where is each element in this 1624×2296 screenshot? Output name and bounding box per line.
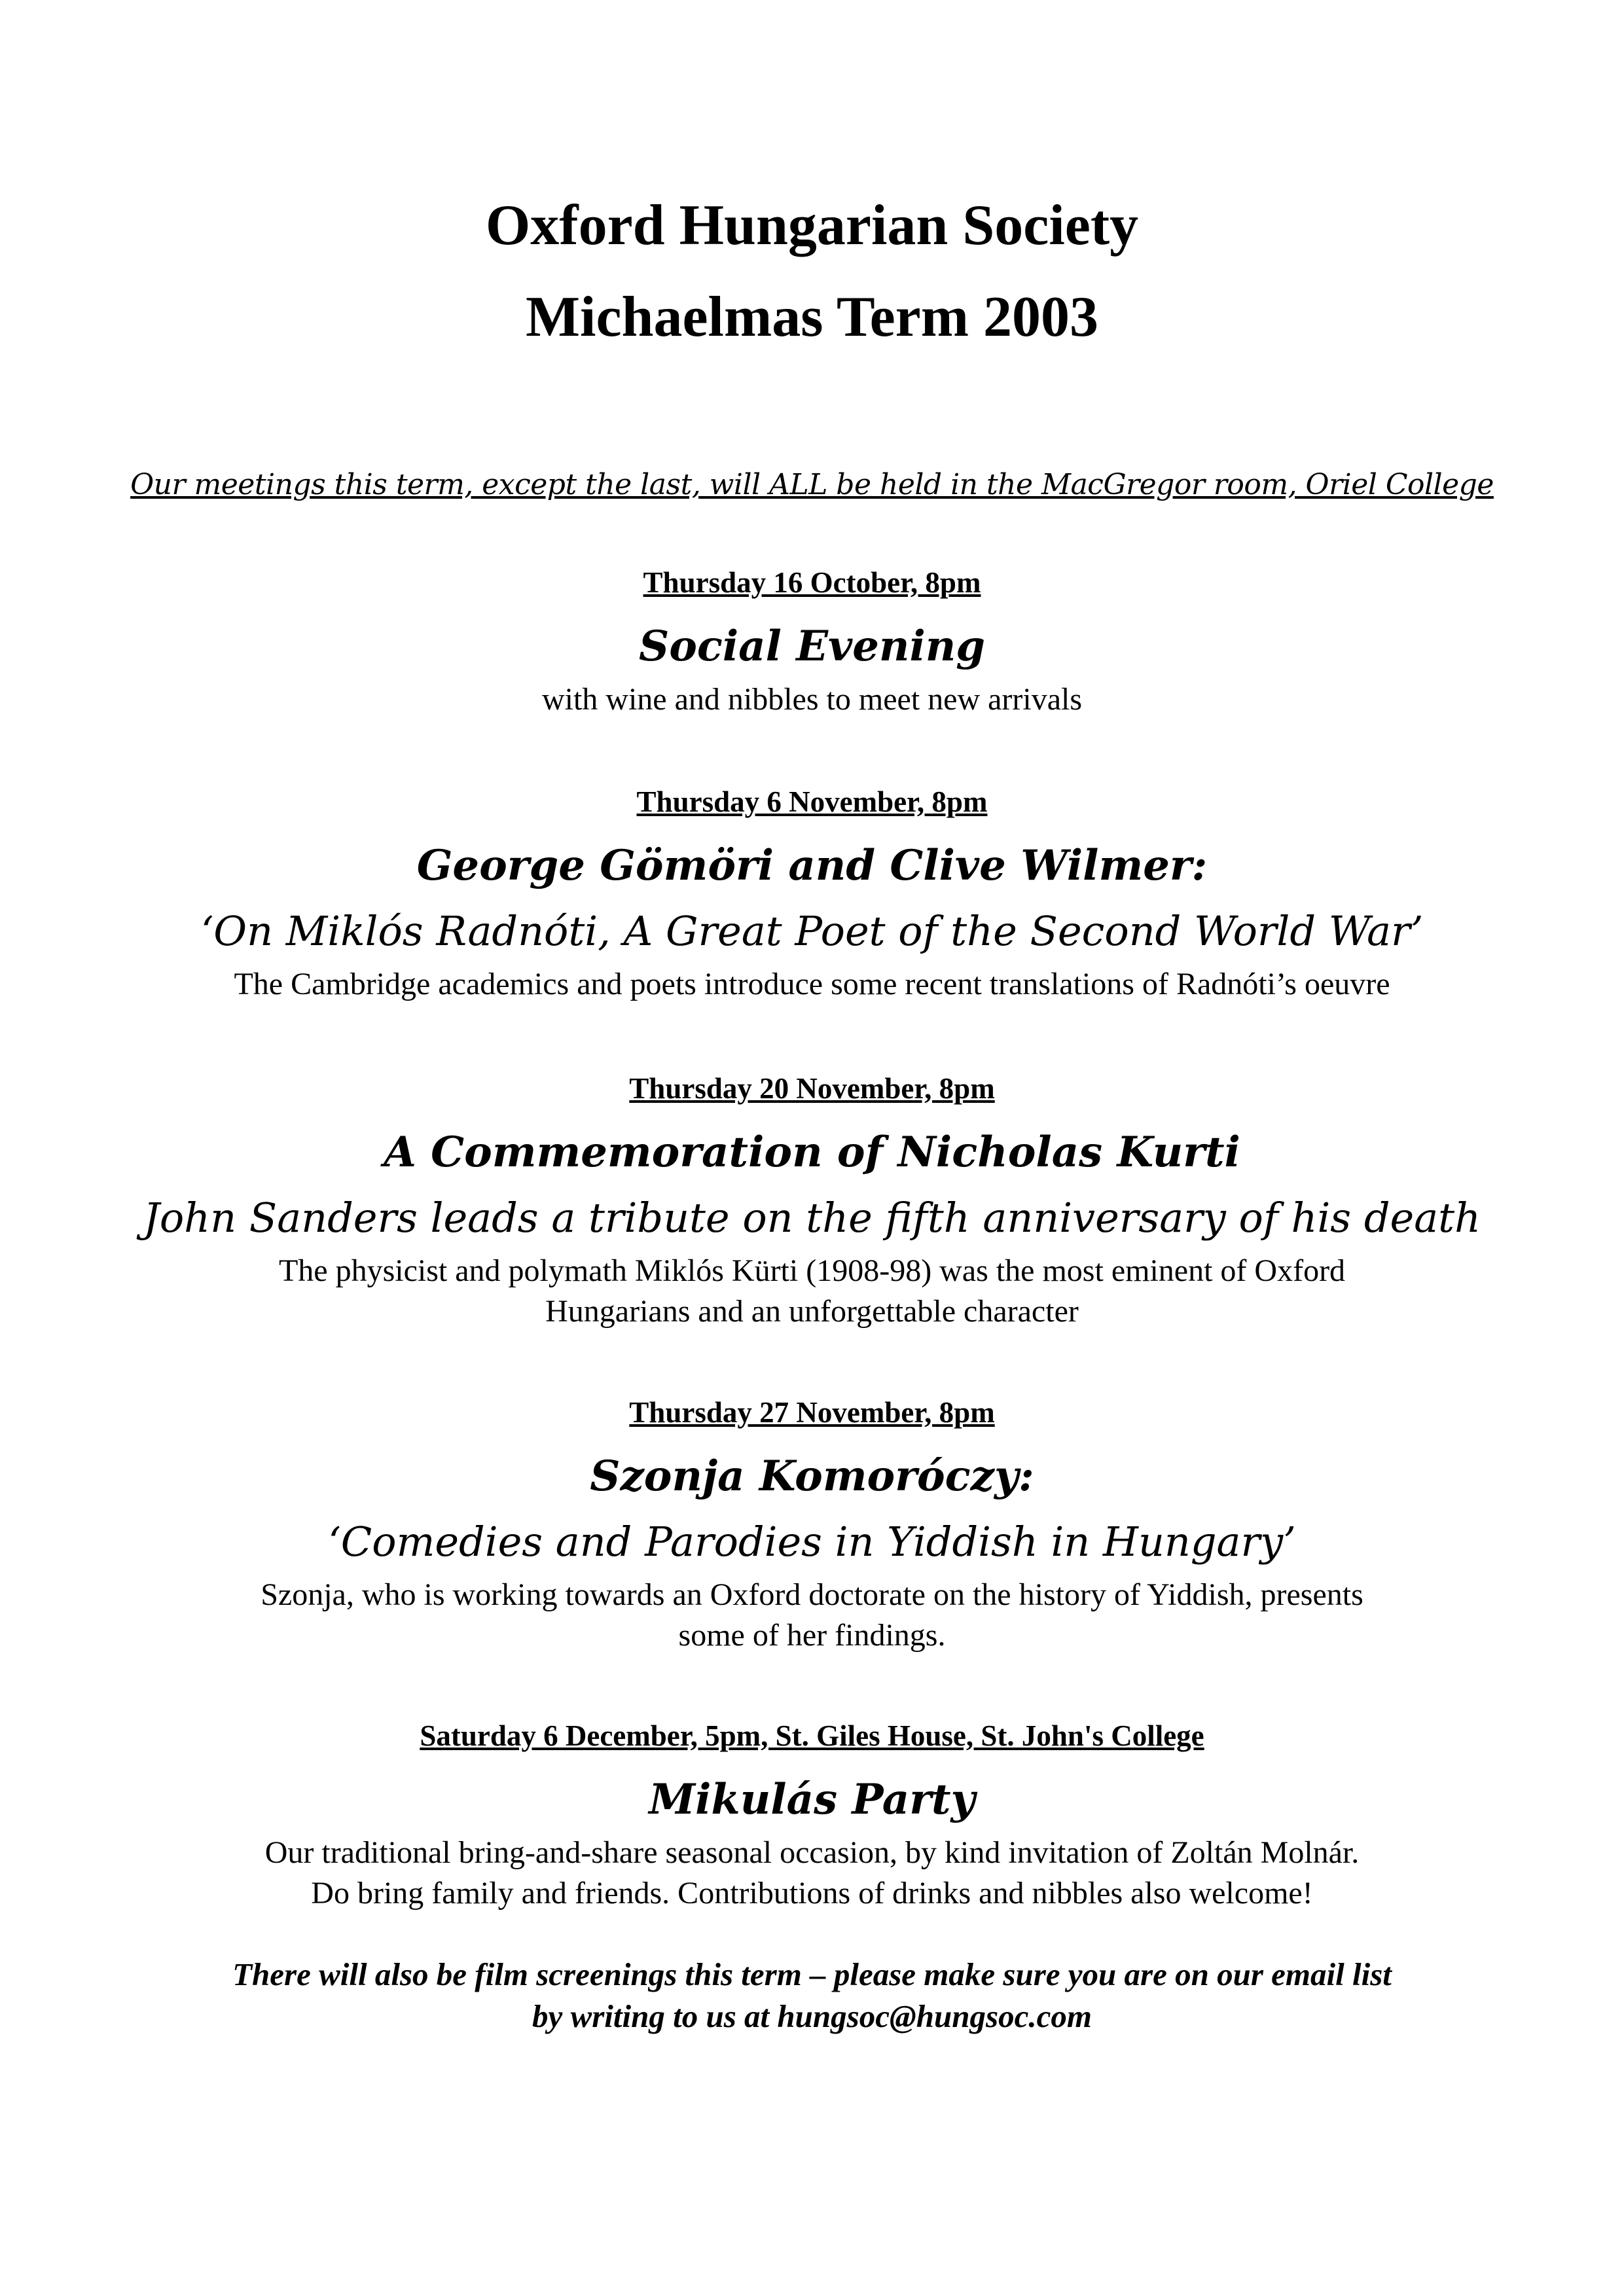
title-line-society: Oxford Hungarian Society xyxy=(485,194,1139,257)
event-subtitle: John Sanders leads a tribute on the fifth anniversary of his death xyxy=(143,1194,1481,1242)
closing-note xyxy=(0,1954,1624,2037)
event-title: George Gömöri and Clive Wilmer: xyxy=(416,841,1208,890)
event-description-line2: Hungarians and an unforgettable character xyxy=(545,1294,1079,1329)
closing-line2: by writing to us at hungsoc@hungsoc.com xyxy=(532,1998,1092,2034)
event-title: Social Evening xyxy=(638,622,986,671)
event-social-evening xyxy=(0,563,1624,720)
event-subtitle: ‘On Miklós Radnóti, A Great Poet of the Second World War’ xyxy=(200,907,1424,955)
event-date: Thursday 27 November, 8pm xyxy=(629,1396,995,1429)
event-mikulas-party xyxy=(0,1716,1624,1914)
event-subtitle: ‘Comedies and Parodies in Yiddish in Hungary’ xyxy=(328,1518,1296,1566)
event-title: A Commemoration of Nicholas Kurti xyxy=(384,1128,1240,1177)
event-date: Thursday 16 October, 8pm xyxy=(643,566,981,599)
event-date: Thursday 20 November, 8pm xyxy=(629,1072,995,1105)
title-line-term: Michaelmas Term 2003 xyxy=(525,285,1098,349)
event-description: with wine and nibbles to meet new arrivals xyxy=(541,682,1083,717)
event-date: Saturday 6 December, 5pm, St. Giles House, St. John's College xyxy=(420,1719,1204,1752)
event-title: Mikulás Party xyxy=(649,1775,975,1824)
event-title: Szonja Komoróczy: xyxy=(590,1452,1034,1501)
event-description-line1: Our traditional bring-and-share seasonal occasion, by kind invitation of Zoltán Molnár. xyxy=(264,1835,1360,1870)
event-date: Thursday 6 November, 8pm xyxy=(636,785,988,818)
closing-line1: There will also be film screenings this term – please make sure you are on our email list xyxy=(232,1956,1392,1992)
event-description: The Cambridge academics and poets introduce some recent translations of Radnóti’s oeuvre xyxy=(234,967,1390,1001)
venue-notice: Our meetings this term, except the last, will ALL be held in the MacGregor room, Oriel College xyxy=(130,468,1494,501)
event-description-line2: some of her findings. xyxy=(678,1618,946,1653)
event-description-line1: The physicist and polymath Miklós Kürti (1908-98) was the most eminent of Oxford xyxy=(278,1253,1346,1288)
event-kurti-commemoration xyxy=(0,1069,1624,1332)
event-komoroczy xyxy=(0,1393,1624,1656)
page-title xyxy=(0,180,1624,363)
event-description-line2: Do bring family and friends. Contributions of drinks and nibbles also welcome! xyxy=(311,1876,1313,1910)
event-description-line1: Szonja, who is working towards an Oxford doctorate on the history of Yiddish, presents xyxy=(261,1577,1363,1612)
event-gomori-wilmer xyxy=(0,782,1624,1005)
